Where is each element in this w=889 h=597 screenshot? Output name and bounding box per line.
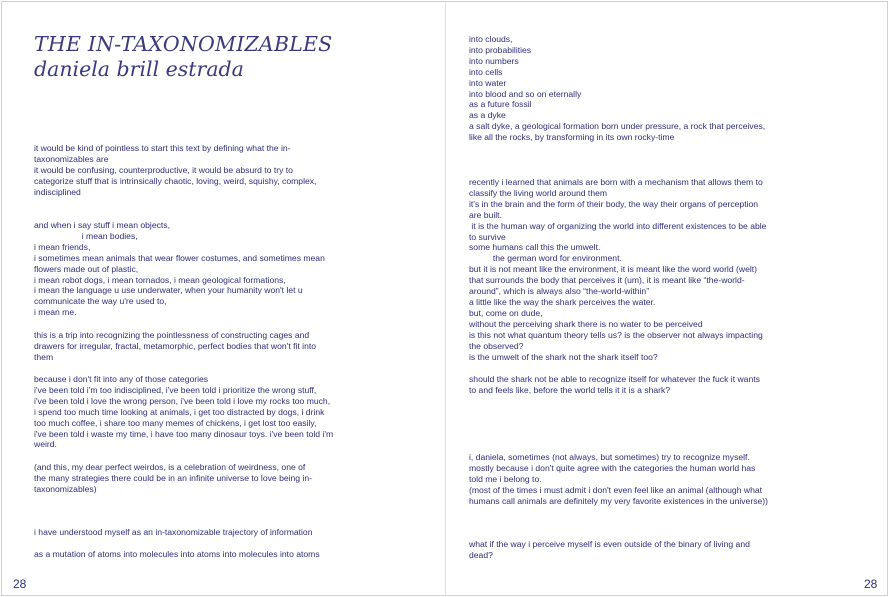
- left-paragraph-categories: because i don't fit into any of those categories i've been told i'm too indisciplined, i've been told i prioritize the wrong stuff, i've been told i love the wrong person, i've been told i love my rocks too much, i spend too much time looking at animals, i get too distracted by dogs, i drink too much coffee, i share too many memes of chickens, i get lost too easily, i've been told i waste my time, i have too many dinosaur toys. i've been told i'm weird.: [34, 374, 334, 450]
- right-paragraph-shark: should the shark not be able to recognize itself for whatever the fuck it wants to and feels like, before the world tells it it is a shark?: [469, 374, 760, 395]
- page-gutter: [445, 2, 446, 595]
- left-page-number: 28: [13, 577, 27, 591]
- right-paragraph-daniela: i, daniela, sometimes (not always, but sometimes) try to recognize myself. mostly because i don't quite agree with the categories the human world has told me i belong to. (most of the times i must admit i don't even feel like an animal (although what humans call animals are definitely my very favorite existences in the universe)): [469, 452, 768, 506]
- essay-title: THE IN-TAXONOMIZABLES: [34, 32, 333, 56]
- right-paragraph-umwelt: recently i learned that animals are born with a mechanism that allows them to classify the living world around them it's in the brain and the form of their body, the way their organs of perception are built. it is the human way of organizing the world into different existences to be able to survive some humans call this the umwelt. the german word for environment. but it is not meant like the environment, it is meant like the word world (welt) that surrounds the body that perceives it (um), it is meant like “the-world- around”, which is always also “the-world-within” a little like the way the shark perceives the water. but, come on dude, without the perceiving shark there is no water to be perceived is this not what quantum theory tells us? is the observer not always impacting the observed? is the umwelt of the shark not the shark itself too?: [469, 177, 767, 362]
- book-spread: [1, 1, 888, 596]
- right-paragraph-clouds: into clouds, into probabilities into numbers into cells into water into blood and so on eternally as a future fossil as a dyke a salt dyke, a geological formation born under pressure, a rock that perceives, like all the rocks, by transforming in its own rocky-time: [469, 34, 766, 143]
- left-paragraph-intro: it would be kind of pointless to start this text by defining what the in- taxonomizables are it would be confusing, counterproductive, it would be absurd to try to categorize stuff that is intrinsically chaotic, loving, weird, squishy, complex, indisciplined: [34, 143, 317, 197]
- author-name: daniela brill estrada: [34, 57, 244, 81]
- left-paragraph-stuff: and when i say stuff i mean objects, i mean bodies, i mean friends, i sometimes mean animals that wear flower costumes, and sometimes mean flowers made out of plastic, i mean robot dogs, i mean tornados, i mean geological formations, i mean the language u use underwater, when your humanity won't let u communicate the way u're used to, i mean me.: [34, 220, 325, 318]
- left-paragraph-trip: this is a trip into recognizing the pointlessness of constructing cages and drawers for irregular, fractal, metamorphic, perfect bodies that won't fit into them: [34, 330, 317, 362]
- left-paragraph-trajectory: i have understood myself as an in-taxonomizable trajectory of information: [34, 527, 313, 537]
- left-paragraph-mutation: as a mutation of atoms into molecules into atoms into molecules into atoms: [34, 549, 320, 559]
- right-page-number: 28: [864, 577, 878, 591]
- left-paragraph-weirdos: (and this, my dear perfect weirdos, is a celebration of weirdness, one of the many strategies there could be in an infinite universe to love being in- taxonomizables): [34, 462, 313, 494]
- right-paragraph-binary: what if the way i perceive myself is even outside of the binary of living and dead?: [469, 539, 750, 560]
